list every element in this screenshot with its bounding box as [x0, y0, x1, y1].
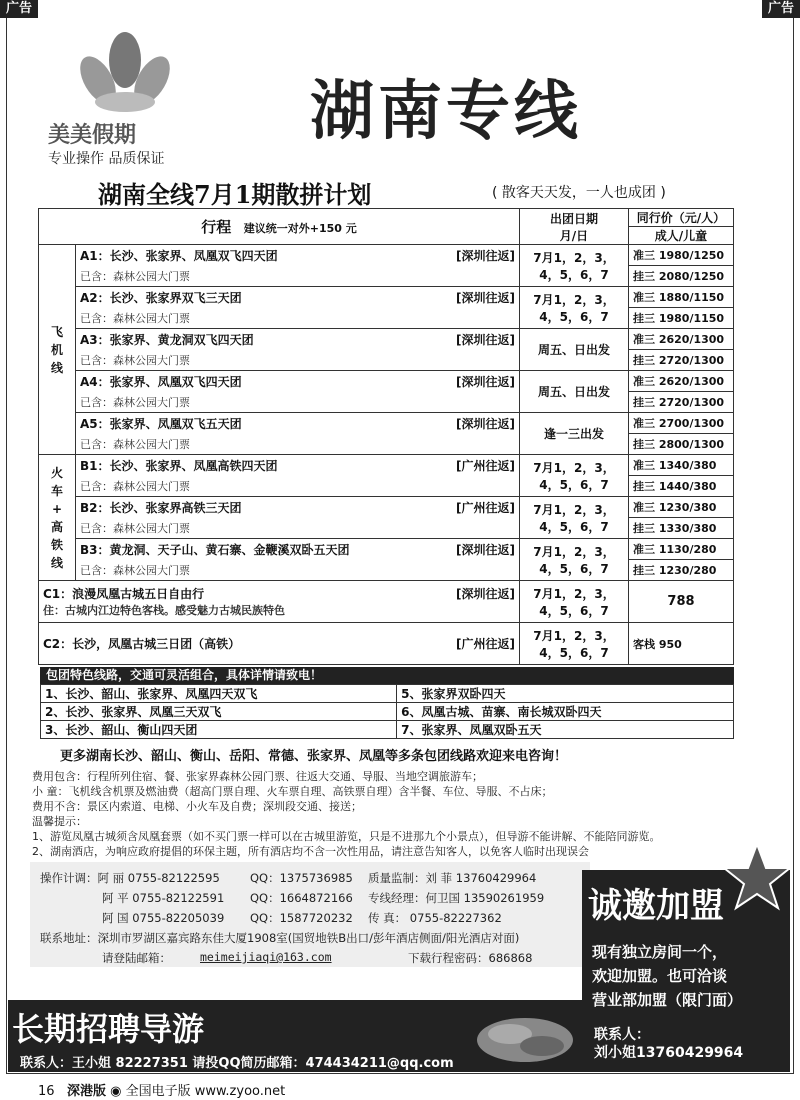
table-row: A2：长沙、张家界双飞三天团 [深圳往返] 7月1，2，3， 4，5，6，7 准三 1880/1150 — [39, 287, 734, 308]
more-routes-note: 更多湖南长沙、韶山、衡山、岳阳、常德、张家界、凤凰等多条包团线路欢迎来电咨询！ — [60, 749, 568, 764]
contact-line: 质量监制：刘 菲 13760429964 — [368, 871, 537, 885]
table-row: A3：张家界、黄龙洞双飞四天团 [深圳往返] 周五、日出发 准三 2620/1300 — [39, 329, 734, 350]
contact-address: 联系地址：深圳市罗湖区嘉宾路东佳大厦1908室(国贸地铁B出口/彭年酒店侧面/阳光酒店对面) — [40, 931, 520, 945]
table-row: B3：黄龙洞、天子山、黄石寨、金鞭溪双卧五天团 [深圳往返] 7月1，2，3， 4，5，6，7 准三 1130/280 — [39, 539, 734, 560]
table-row: 已含：森林公园大门票 挂三 1330/380 — [39, 518, 734, 539]
recruit-contact: 联系人：王小姐 82227351 请投QQ简历邮箱：474434211@qq.com — [20, 1056, 454, 1071]
table-row: A5：张家界、凤凰双飞五天团 [深圳往返] 逢一三出发 准三 2700/1300 — [39, 413, 734, 434]
fee-line: 费用不含：景区内索道、电梯、小火车及自费；深圳段交通、接送； — [32, 800, 362, 813]
route-table — [38, 208, 734, 665]
table-row: C2：长沙，凤凰古城三日团（高铁） [广州往返] 7月1，2，3， 4，5，6，7 客栈 950 — [39, 623, 734, 665]
table-row: A4：张家界、凤凰双飞四天团 [深圳往返] 周五、日出发 准三 2620/1300 — [39, 371, 734, 392]
table-row: 已含：森林公园大门票 挂三 2800/1300 — [39, 434, 734, 455]
combo-table — [40, 684, 734, 739]
logo-slogan: 专业操作 品质保证 — [48, 151, 165, 167]
table-row: 飞 机 线 A1：长沙、张家界、凤凰双飞四天团 [深圳往返] 7月1，2，3， 4，5，6，7 准三 1980/1250 — [39, 245, 734, 266]
email-link[interactable]: meimeijiaqi@163.com — [200, 950, 332, 964]
table-row: 已含：森林公园大门票 挂三 2720/1300 — [39, 392, 734, 413]
contact-line: 阿 平 0755-82122591 — [102, 891, 225, 905]
page-title: 湖南专线 — [310, 75, 582, 149]
table-row: 2、长沙、张家界、凤凰三天双飞 6、凤凰古城、苗寨、南长城双卧四天 — [41, 703, 734, 721]
category-label: 飞 机 线 — [39, 245, 76, 455]
table-row: 已含：森林公园大门票 挂三 1980/1150 — [39, 308, 734, 329]
contact-line: 专线经理：何卫国 13590261959 — [368, 891, 545, 905]
category-label: 火 车 + 高 铁 线 — [39, 455, 76, 581]
table-row: 火 车 + 高 铁 线 B1：长沙、张家界、凤凰高铁四天团 [广州往返] 7月1，2，3， 4，5，6，7 准三 1340/380 — [39, 455, 734, 476]
globe-icon: ◉ — [110, 1084, 122, 1099]
star-icon — [722, 842, 792, 912]
contact-line: 阿 国 0755-82205039 — [102, 911, 225, 925]
fee-line: 费用包含：行程所列住宿、餐、张家界森林公园门票、往返大交通、导服、当地空调旅游车； — [32, 770, 483, 783]
download-password: 下载行程密码：686868 — [408, 951, 533, 965]
header-price: 同行价（元/人） 成人/儿童 — [629, 209, 734, 245]
table-row: 已含：森林公园大门票 挂三 1230/280 — [39, 560, 734, 581]
table-row: 已含：森林公园大门票 挂三 1440/380 — [39, 476, 734, 497]
contact-qq: QQ：1587720232 — [250, 911, 353, 925]
recruit-title: 长期招聘导游 — [12, 1010, 205, 1048]
combo-bar: 包团特色线路，交通可灵活组合，具体详情请致电！ — [40, 667, 734, 684]
handshake-icon — [470, 1004, 580, 1070]
table-row: 已含：森林公园大门票 挂三 2720/1300 — [39, 350, 734, 371]
footer: 16 深港版 ◉ 全国电子版 www.zyoo.net — [38, 1084, 286, 1099]
contact-qq: QQ：1664872166 — [250, 891, 353, 905]
fee-line: 1、游览凤凰古城须含凤凰套票（如不买门票一样可以在古城里游览，只是不进那九个小景点），但导游不能讲解、不能陪同游览。 — [32, 830, 661, 843]
join-body: 现有独立房间一个， 欢迎加盟。也可洽谈 营业部加盟（限门面） — [592, 943, 743, 1009]
subtitle-note: ( 散客天天发，一人也成团 ) — [492, 185, 666, 201]
join-contact: 联系人： 刘小姐13760429964 — [594, 1027, 744, 1061]
table-row: 1、长沙、韶山、张家界、凤凰四天双飞 5、张家界双卧四天 — [41, 685, 734, 703]
fee-line: 小 童：飞机线含机票及燃油费（超高门票自理、火车票自理、高铁票自理）含半餐、车位、导服、不占床； — [32, 785, 553, 798]
fee-line: 2、湖南酒店，为响应政府提倡的环保主题，所有酒店均不含一次性用品，请注意告知客人，以免客人临时出现误会 — [32, 845, 589, 858]
contact-line: 传 真： 0755-82227362 — [368, 911, 502, 925]
contact-qq: QQ：1375736985 — [250, 871, 353, 885]
header-route: 行程 建议统一对外+150 元 — [39, 209, 520, 245]
table-row: B2：长沙、张家界高铁三天团 [广州往返] 7月1，2，3， 4，5，6，7 准三 1230/380 — [39, 497, 734, 518]
join-title: 诚邀加盟 — [588, 886, 724, 926]
contact-line: 操作计调：阿 丽 0755-82122595 — [40, 871, 220, 885]
table-row: 3、长沙、韶山、衡山四天团 7、张家界、凤凰双卧五天 — [41, 721, 734, 739]
table-row: C1：浪漫凤凰古城五日自由行 [深圳往返] 住：古城内江边特色客栈。感受魅力古城民族特色 7月1，2，3， 4，5，6，7 788 — [39, 581, 734, 623]
ad-tag-right: 广告 — [762, 0, 800, 18]
logo-name: 美美假期 — [48, 123, 137, 148]
page-subtitle: 湖南全线7月1期散拼计划 — [98, 180, 372, 209]
fee-line: 温馨提示： — [32, 815, 87, 828]
flower-logo-icon — [70, 30, 180, 120]
table-row: 已含：森林公园大门票 挂三 2080/1250 — [39, 266, 734, 287]
ad-tag-left: 广告 — [0, 0, 38, 18]
header-date: 出团日期 月/日 — [520, 209, 629, 245]
contact-line: 请登陆邮箱： — [102, 951, 171, 965]
